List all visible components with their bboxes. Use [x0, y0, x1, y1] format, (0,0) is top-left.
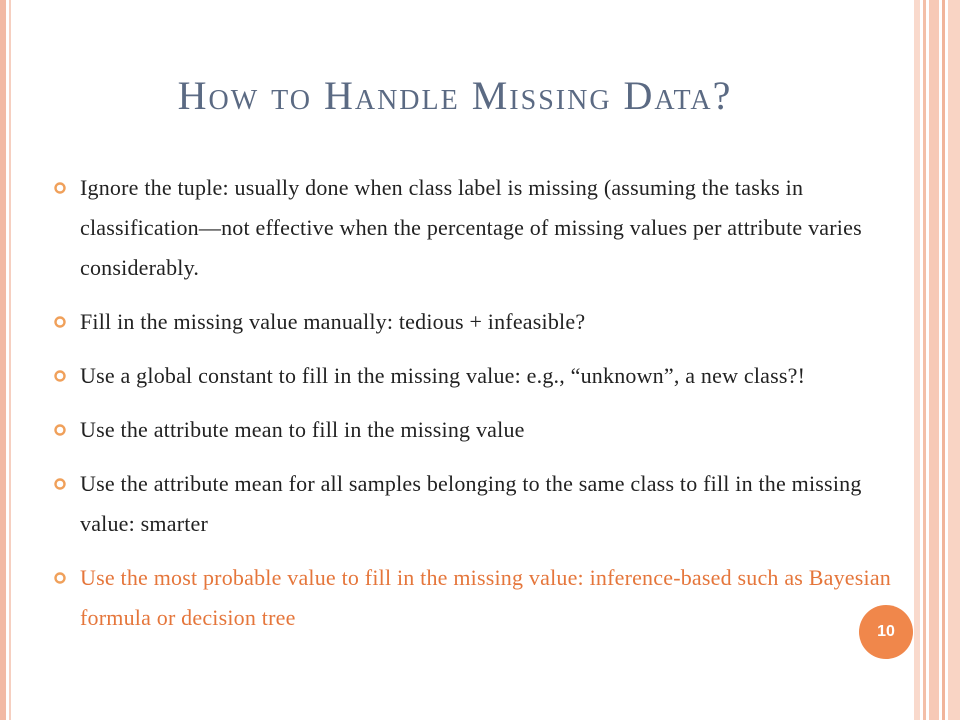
right-decorative-stripes [914, 0, 960, 720]
bullet-text: Use the attribute mean to fill in the missing value [80, 417, 525, 442]
bullet-text: Use the most probable value to fill in the missing value: inference-based such as Bayesian formula or decision tree [80, 565, 891, 630]
bullet-ring-icon [52, 180, 68, 196]
bullet-text: Ignore the tuple: usually done when class label is missing (assuming the tasks in classification—not effective when the percentage of missing values per attribute varies considerably. [80, 175, 862, 280]
list-item [52, 356, 912, 396]
left-border-thin-stripe [9, 0, 11, 720]
left-border-stripe [0, 0, 6, 720]
bullet-list [52, 168, 912, 652]
slide-title: How to Handle Missing Data? [177, 73, 733, 118]
bullet-text: Use the attribute mean for all samples belonging to the same class to fill in the missing value: smarter [80, 471, 862, 536]
bullet-text: Use a global constant to fill in the missing value: e.g., “unknown”, a new class?! [80, 363, 806, 388]
list-item [52, 410, 912, 450]
list-item [52, 168, 912, 288]
bullet-ring-icon [52, 422, 68, 438]
bullet-text: Fill in the missing value manually: tedious + infeasible? [80, 309, 586, 334]
page-number-badge: 10 [859, 605, 913, 659]
bullet-ring-icon [52, 314, 68, 330]
bullet-ring-icon [52, 570, 68, 586]
list-item [52, 302, 912, 342]
list-item-highlighted [52, 558, 912, 638]
bullet-ring-icon [52, 368, 68, 384]
bullet-ring-icon [52, 476, 68, 492]
list-item [52, 464, 912, 544]
